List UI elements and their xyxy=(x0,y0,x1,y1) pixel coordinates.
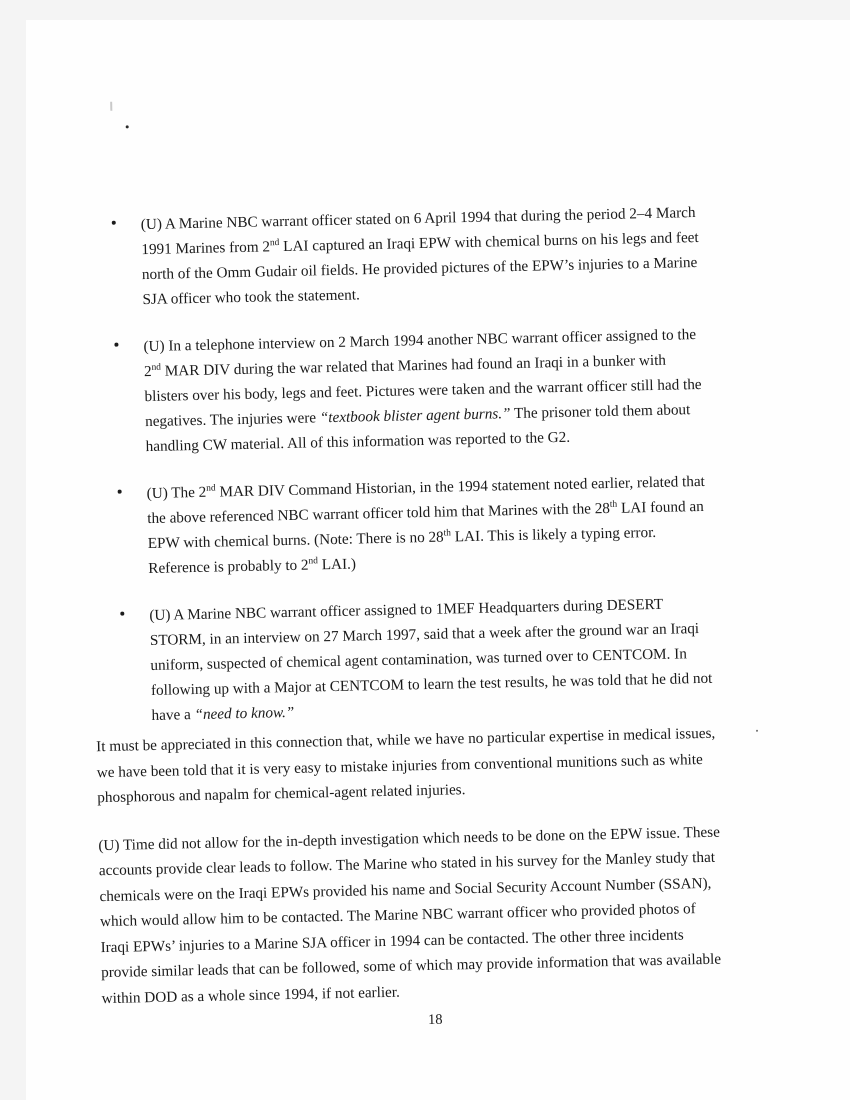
stray-ink-mark xyxy=(126,125,129,128)
list-item xyxy=(110,469,712,582)
list-item xyxy=(105,200,707,313)
list-item xyxy=(107,322,710,460)
page-number: 18 xyxy=(427,1011,443,1029)
list-item-text: (U) The 2nd MAR DIV Command Historian, in the 1994 statement noted earlier, related that the above referenced NBC warrant officer told him that Marines with the 28th LAI found an EPW with chemical burns. (Note: There is no 28th LAI. This is likely a typing error. Reference is probably to 2nd LAI.) xyxy=(146,472,705,578)
scan-artifact-mark xyxy=(110,102,112,111)
list-item-text: (U) A Marine NBC warrant officer stated on 6 April 1994 that during the period 2–4 March 1991 Marines from 2nd LAI captured an Iraqi EPW with chemical burns on his legs and feet north of the Omm Gudair oil fields. He provided pictures of the EPW’s injuries to a Marine SJA officer who took the statement. xyxy=(140,204,699,309)
bullet-dot-icon xyxy=(120,612,124,616)
bullet-dot-icon xyxy=(118,490,122,494)
bulleted-list xyxy=(105,200,717,751)
list-item-text: (U) In a telephone interview on 2 March 1994 another NBC warrant officer assigned to the 2nd MAR DIV during the war related that Marines had found an Iraqi in a bunker with blisters over his body, legs and feet. Pictures were taken and the warrant officer still had the negatives. The injuries were “textbook blister agent burns.” The prisoner told them about handling CW material. All of this information was reported to the G2. xyxy=(143,326,702,456)
bullet-dot-icon xyxy=(114,343,118,347)
paragraph: (U) Time did not allow for the in-depth investigation which needs to be done on the EPW issue. These accounts provide clear leads to follow. The Marine who stated in his survey for the Manley study that chemicals were on the Iraqi EPWs provided his name and Social Security Account Number (SSAN), which would allow him to be contacted. The Marine NBC warrant officer who provided photos of Iraqi EPWs’ injuries to a Marine SJA officer in 1994 can be contacted. The other three incidents provide similar leads that can be followed, some of which may provide information that was available within DOD as a whole since 1994, if not earlier. xyxy=(98,823,722,1007)
bullet-dot-icon xyxy=(112,221,116,225)
paragraph: It must be appreciated in this connection that, while we have no particular expertise in medical issues, we have been told that it is very easy to mistake injuries from conventional munitions such as white phosphorous and napalm for chemical-agent related injuries. xyxy=(96,724,716,807)
body-paragraphs xyxy=(96,706,728,1034)
list-item-text: (U) A Marine NBC warrant officer assigned to 1MEF Headquarters during DESERT STORM, in an interview on 27 March 1997, said that a week after the ground war an Iraqi uniform, suspected of chemical agent contamination, was turned over to CENTCOM. In following up with a Major at CENTCOM to learn the test results, he was told that he did not have a “need to know.” xyxy=(149,595,713,725)
stray-ink-mark-right xyxy=(756,730,758,732)
